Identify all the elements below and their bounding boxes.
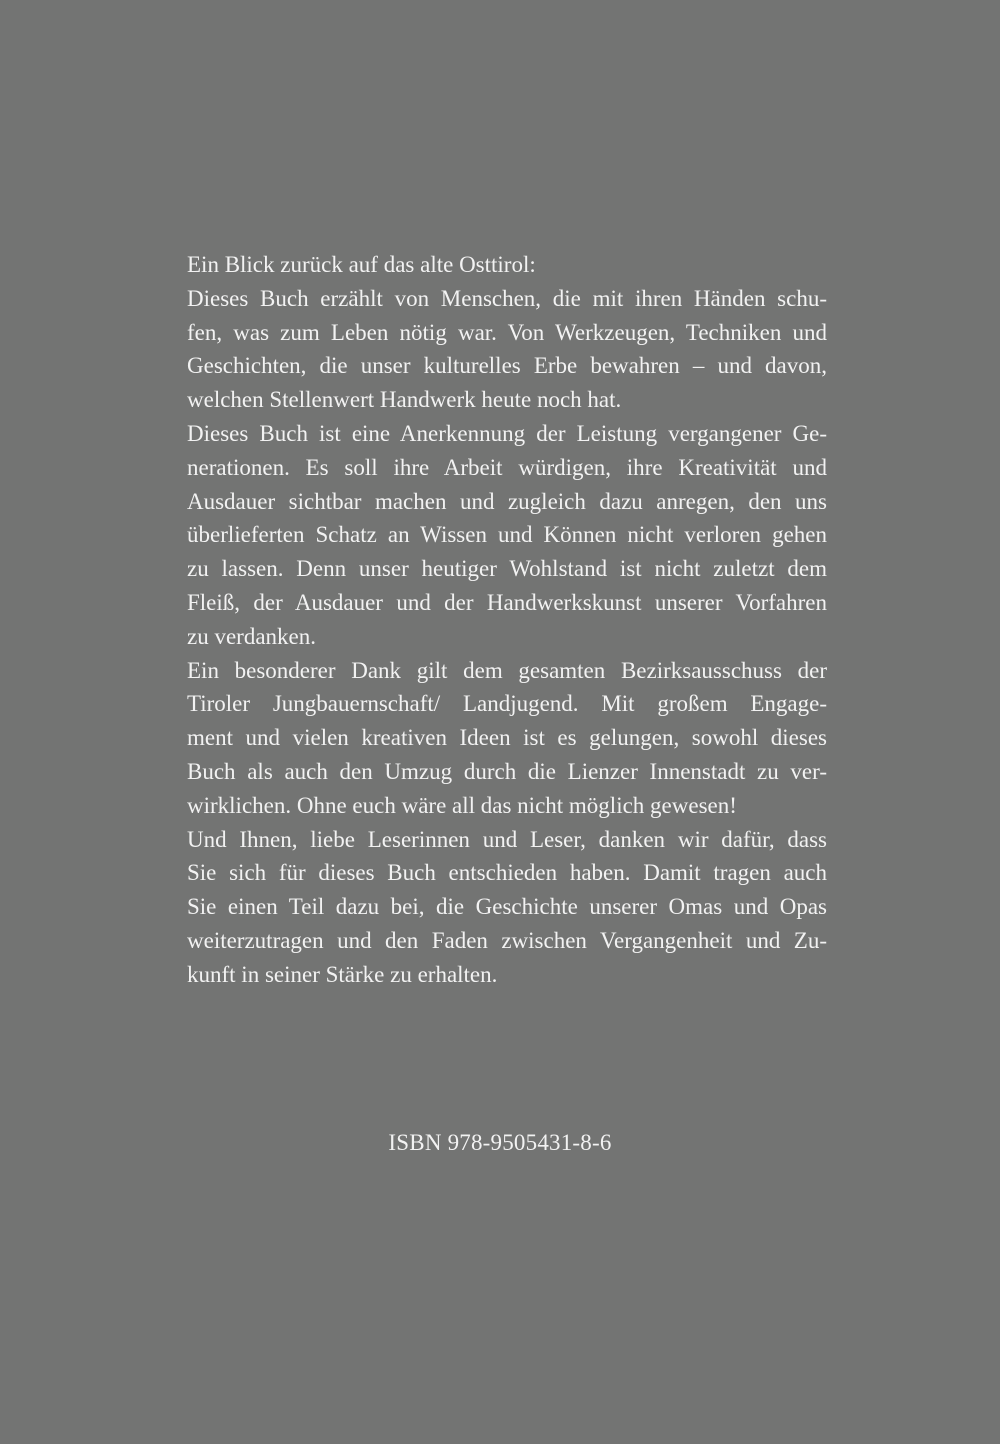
paragraph-recognition bbox=[187, 417, 827, 654]
text-line: Ein Blick zurück auf das alte Osttirol: bbox=[187, 252, 536, 277]
text-line: Fleiß, der Ausdauer und der Handwerkskunst unserer Vorfahren bbox=[187, 589, 827, 615]
paragraph-thanks-committee bbox=[187, 654, 827, 823]
text-line: fen, was zum Leben nötig war. Von Werkzeugen, Techniken und bbox=[187, 319, 827, 345]
text-line: Buch als auch den Umzug durch die Lienzer Innenstadt zu ver- bbox=[187, 758, 827, 784]
text-line: Und Ihnen, liebe Leserinnen und Leser, danken wir dafür, dass bbox=[187, 826, 827, 852]
text-line: Sie einen Teil dazu bei, die Geschichte unserer Omas und Opas bbox=[187, 894, 827, 920]
text-line: kunft in seiner Stärke zu erhalten. bbox=[187, 961, 498, 987]
text-line: nerationen. Es soll ihre Arbeit würdigen, ihre Kreativität und bbox=[187, 454, 827, 480]
text-line: Geschichten, die unser kulturelles Erbe bewahren – und davon, bbox=[187, 353, 827, 379]
paragraph-thanks-readers bbox=[187, 823, 827, 992]
text-line: Tiroler Jungbauernschaft/ Landjugend. Mit großem Engage- bbox=[187, 691, 827, 717]
text-line: Sie sich für dieses Buch entschieden haben. Damit tragen auch bbox=[187, 860, 827, 886]
text-line: wirklichen. Ohne euch wäre all das nicht möglich gewesen! bbox=[187, 792, 737, 818]
text-line: welchen Stellenwert Handwerk heute noch hat. bbox=[187, 387, 622, 413]
text-line: Dieses Buch ist eine Anerkennung der Leistung vergangener Ge- bbox=[187, 420, 827, 446]
text-line: überlieferten Schatz an Wissen und Können nicht verloren gehen bbox=[187, 522, 827, 548]
text-line: Ausdauer sichtbar machen und zugleich dazu anregen, den uns bbox=[187, 488, 827, 514]
paragraph-intro bbox=[187, 248, 827, 282]
text-line: Ein besonderer Dank gilt dem gesamten Bezirksausschuss der bbox=[187, 657, 827, 683]
paragraph-about-book bbox=[187, 282, 827, 417]
blurb-text bbox=[187, 248, 827, 992]
isbn-number: ISBN 978-9505431-8-6 bbox=[388, 1130, 612, 1155]
text-line: Dieses Buch erzählt von Menschen, die mit ihren Händen schu- bbox=[187, 285, 827, 311]
text-line: zu lassen. Denn unser heutiger Wohlstand ist nicht zuletzt dem bbox=[187, 556, 827, 582]
text-line: weiterzutragen und den Faden zwischen Vergangenheit und Zu- bbox=[187, 927, 827, 953]
text-line: ment und vielen kreativen Ideen ist es gelungen, sowohl dieses bbox=[187, 725, 827, 751]
text-line: zu verdanken. bbox=[187, 623, 316, 649]
